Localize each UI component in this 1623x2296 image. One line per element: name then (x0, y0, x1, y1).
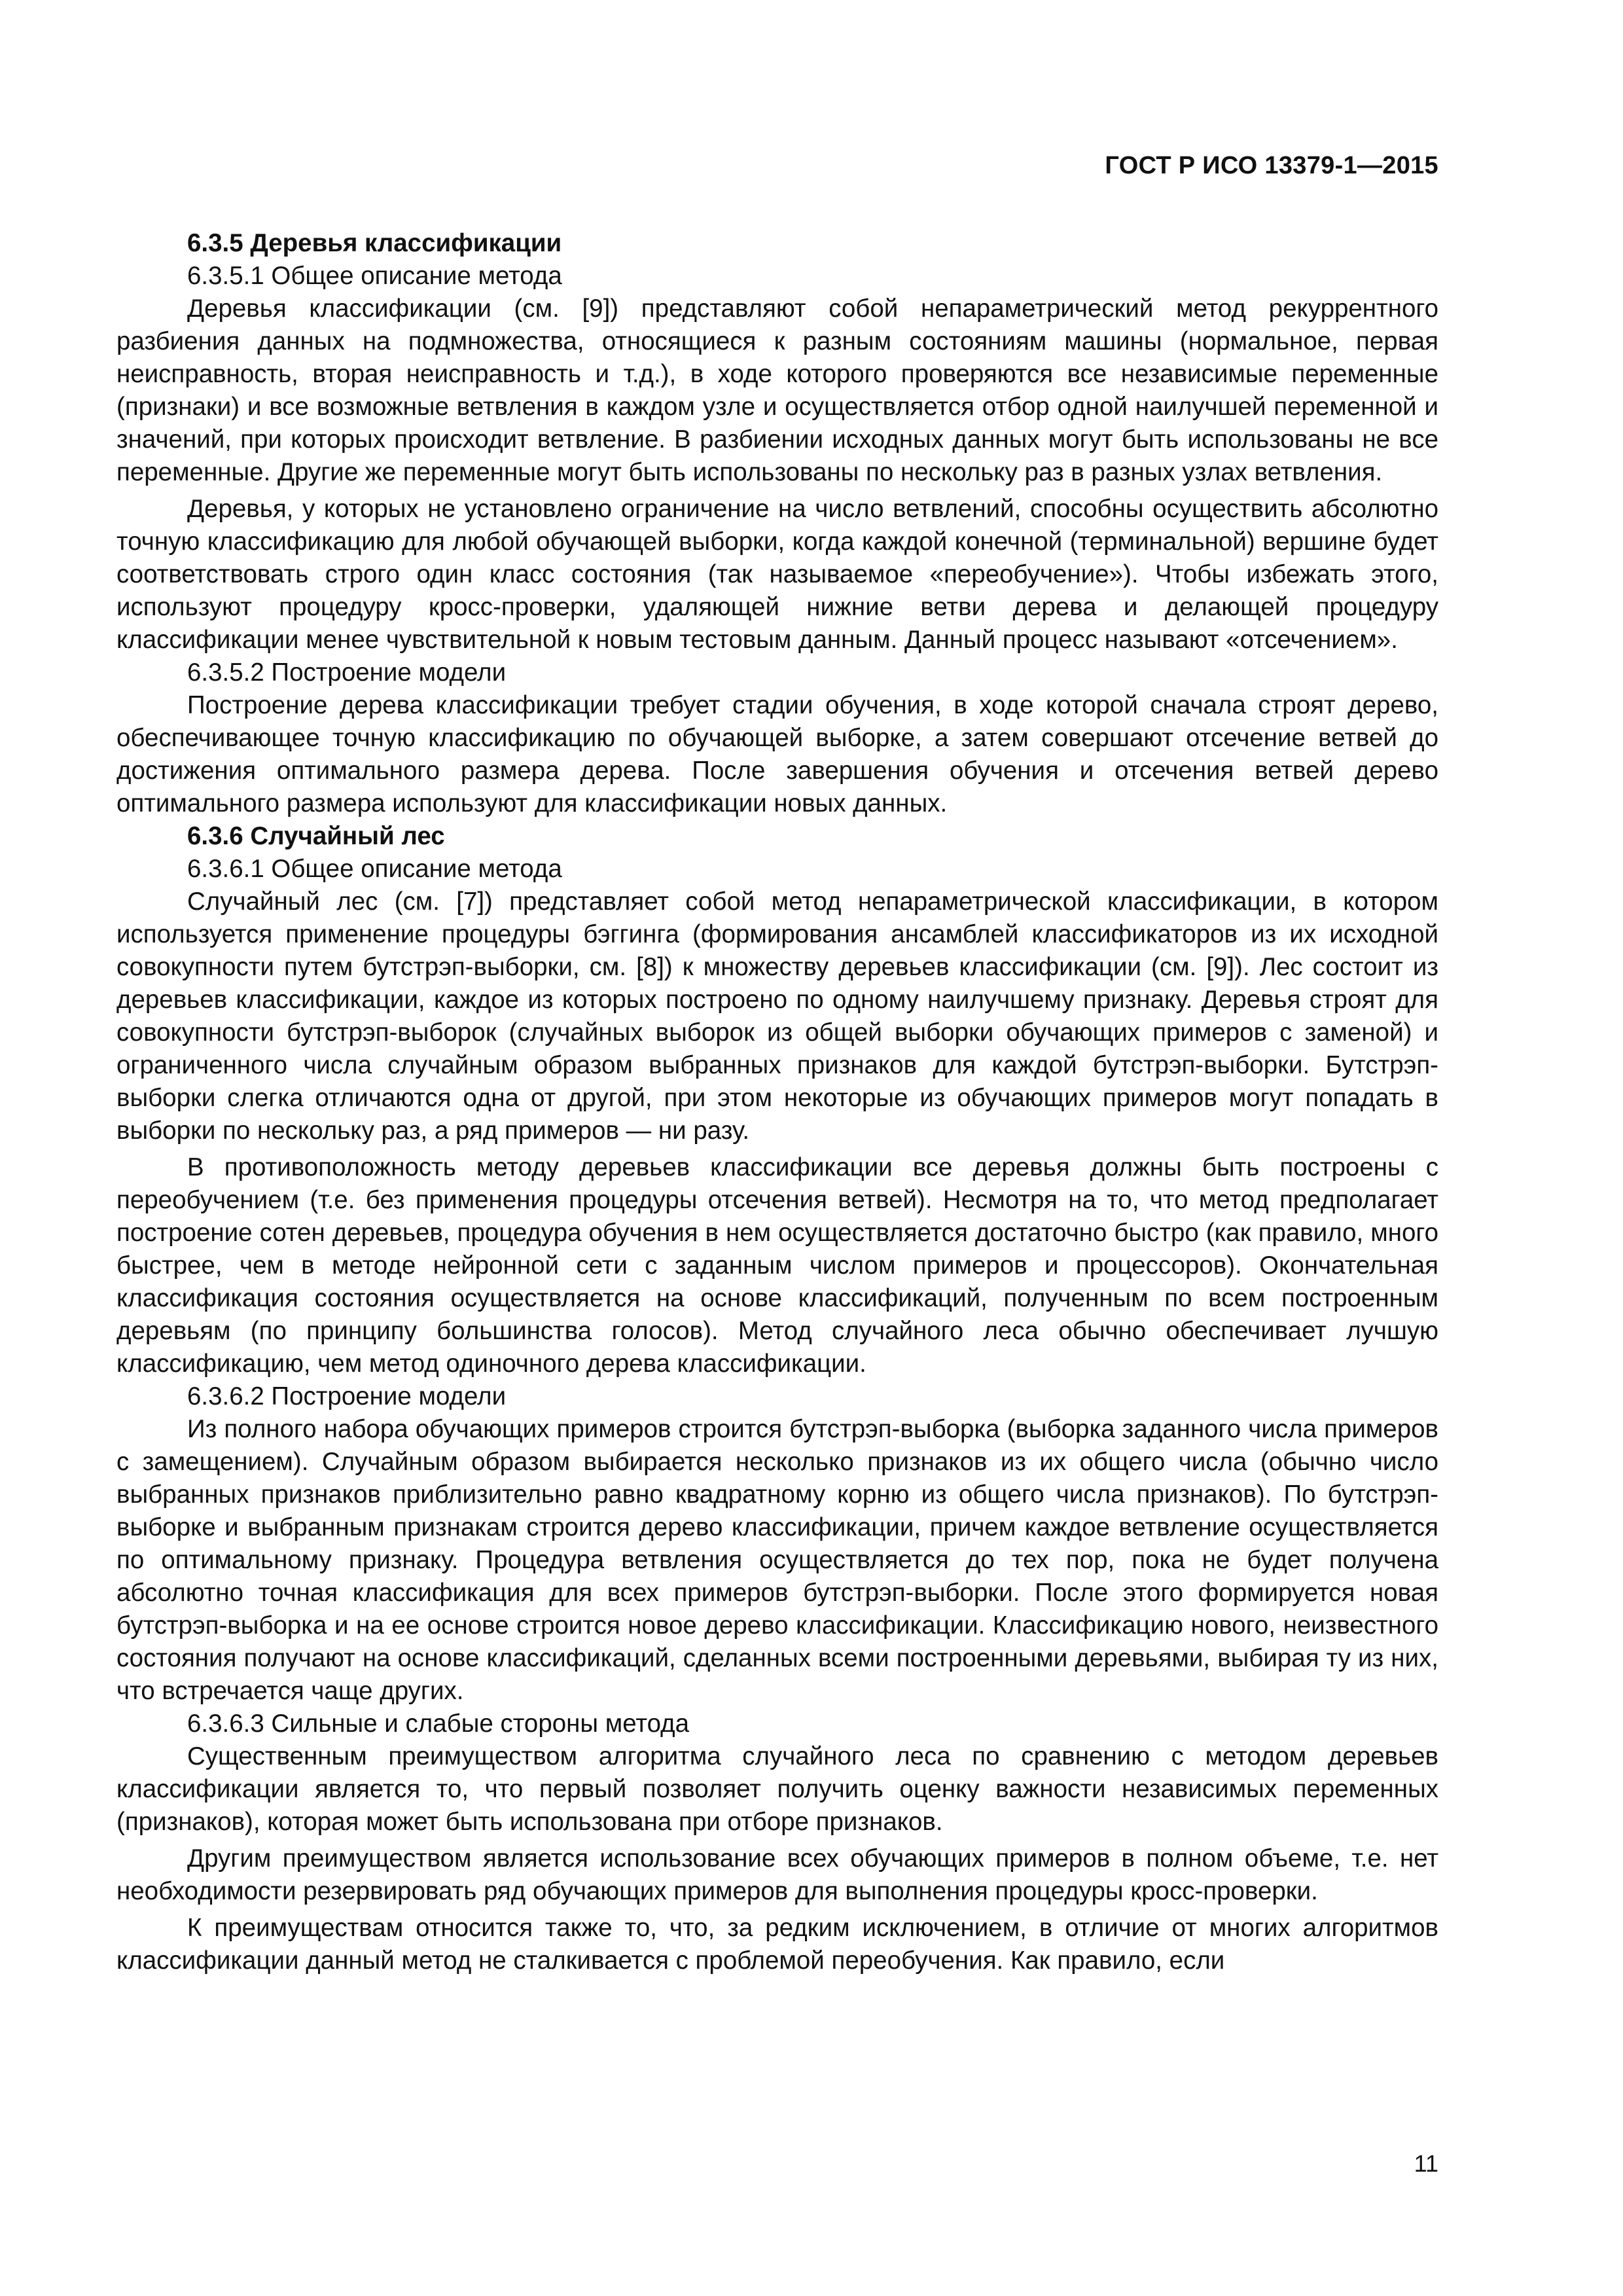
paragraph: Деревья, у которых не установлено ограничение на число ветвлений, способны осуществить абсолютно точную классификацию для любой обучающей выборки, когда каждой конечной (терминальной) вершине будет соответствовать строго один класс состояния (так называемое «переобучение»). Чтобы избежать этого, используют процедуру кросс-проверки, удаляющей нижние ветви дерева и делающей процедуру классификации менее чувствительной к новым тестовым данным. Данный процесс называют «отсечением». (116, 495, 1438, 654)
page-number: 11 (1414, 2150, 1438, 2177)
section-heading-6-3-5: 6.3.5 Деревья классификации (187, 229, 562, 257)
paragraph: Построение дерева классификации требует стадии обучения, в ходе которой сначала строят дерево, обеспечивающее точную классификацию по обучающей выборке, а затем совершают отсечение ветвей до достижения оптимального размера дерева. После завершения обучения и отсечения ветвей дерево оптимального размера используют для классификации новых данных. (116, 691, 1438, 817)
paragraph: Деревья классификации (см. [9]) представляют собой непараметрический метод рекуррентного разбиения данных на подмножества, относящиеся к разным состояниям машины (нормальное, первая неисправность, вторая неисправность и т.д.), в ходе которого проверяются все независимые переменные (признаки) и все возможные ветвления в каждом узле и осуществляется отбор одной наилучшей переменной и значений, при которых происходит ветвление. В разбиении исходных данных могут быть использованы не все переменные. Другие же переменные могут быть использованы по нескольку раз в разных узлах ветвления. (116, 295, 1438, 486)
subsection-heading-6-3-5-2: 6.3.5.2 Построение модели (187, 658, 507, 687)
subsection-heading-6-3-6-3: 6.3.6.3 Сильные и слабые стороны метода (187, 1710, 690, 1738)
subsection-heading-6-3-6-1: 6.3.6.1 Общее описание метода (187, 855, 562, 883)
paragraph: Случайный лес (см. [7]) представляет собой метод непараметрической классификации, в котором используется применение процедуры бэггинга (формирования ансамблей классификаторов из их исходной совокупности путем бутстрэп-выборки, см. [8]) к множеству деревьев классификации (см. [9]). Лес состоит из деревьев классификации, каждое из которых построено по одному наилучшему признаку. Деревья строят для совокупности бутстрэп-выборок (случайных выборок из общей выборки обучающих примеров с заменой) и ограниченного числа случайным образом выбранных признаков для каждой бутстрэп-выборки. Бутстрэп-выборки слегка отличаются одна от другой, при этом некоторые из обучающих примеров могут попадать в выборки по нескольку раз, а ряд примеров — ни разу. (116, 888, 1438, 1145)
section-heading-6-3-6: 6.3.6 Случайный лес (187, 822, 445, 850)
paragraph: В противоположность методу деревьев классификации все деревья должны быть построены с переобучением (т.е. без применения процедуры отсечения ветвей). Несмотря на то, что метод предполагает построение сотен деревьев, процедура обучения в нем осуществляется достаточно быстро (как правило, много быстрее, чем в методе нейронной сети с заданным числом примеров и процессоров). Окончательная классификация состояния осуществляется на основе классификаций, полученным по всем построенным деревьям (по принципу большинства голосов). Метод случайного леса обычно обеспечивает лучшую классификацию, чем метод одиночного дерева классификации. (116, 1153, 1438, 1378)
subsection-heading-6-3-6-2: 6.3.6.2 Построение модели (187, 1382, 507, 1410)
paragraph: Другим преимуществом является использование всех обучающих примеров в полном объеме, т.е. нет необходимости резервировать ряд обучающих примеров для выполнения процедуры кросс-проверки. (116, 1844, 1438, 1905)
paragraph: Существенным преимуществом алгоритма случайного леса по сравнению с методом деревьев классификации является то, что первый позволяет получить оценку важности независимых переменных (признаков), которая может быть использована при отборе признаков. (116, 1742, 1438, 1836)
document-body (116, 227, 1438, 1977)
document-header: ГОСТ Р ИСО 13379-1—2015 (1105, 152, 1438, 179)
paragraph: К преимуществам относится также то, что, за редким исключением, в отличие от многих алгоритмов классификации данный метод не сталкивается с проблемой переобучения. Как правило, если (116, 1914, 1438, 1975)
paragraph: Из полного набора обучающих примеров строится бутстрэп-выборка (выборка заданного числа примеров с замещением). Случайным образом выбирается несколько признаков из их общего числа (обычно число выбранных признаков приблизительно равно квадратному корню из общего числа признаков). По бутстрэп-выборке и выбранным признакам строится дерево классификации, причем каждое ветвление осуществляется по оптимальному признаку. Процедура ветвления осуществляется до тех пор, пока не будет получена абсолютно точная классификация для всех примеров бутстрэп-выборки. После этого формируется новая бутстрэп-выборка и на ее основе строится новое дерево классификации. Классификацию нового, неизвестного состояния получают на основе классификаций, сделанных всеми построенными деревьями, выбирая ту из них, что встречается чаще других. (116, 1415, 1438, 1705)
subsection-heading-6-3-5-1: 6.3.5.1 Общее описание метода (187, 262, 562, 290)
